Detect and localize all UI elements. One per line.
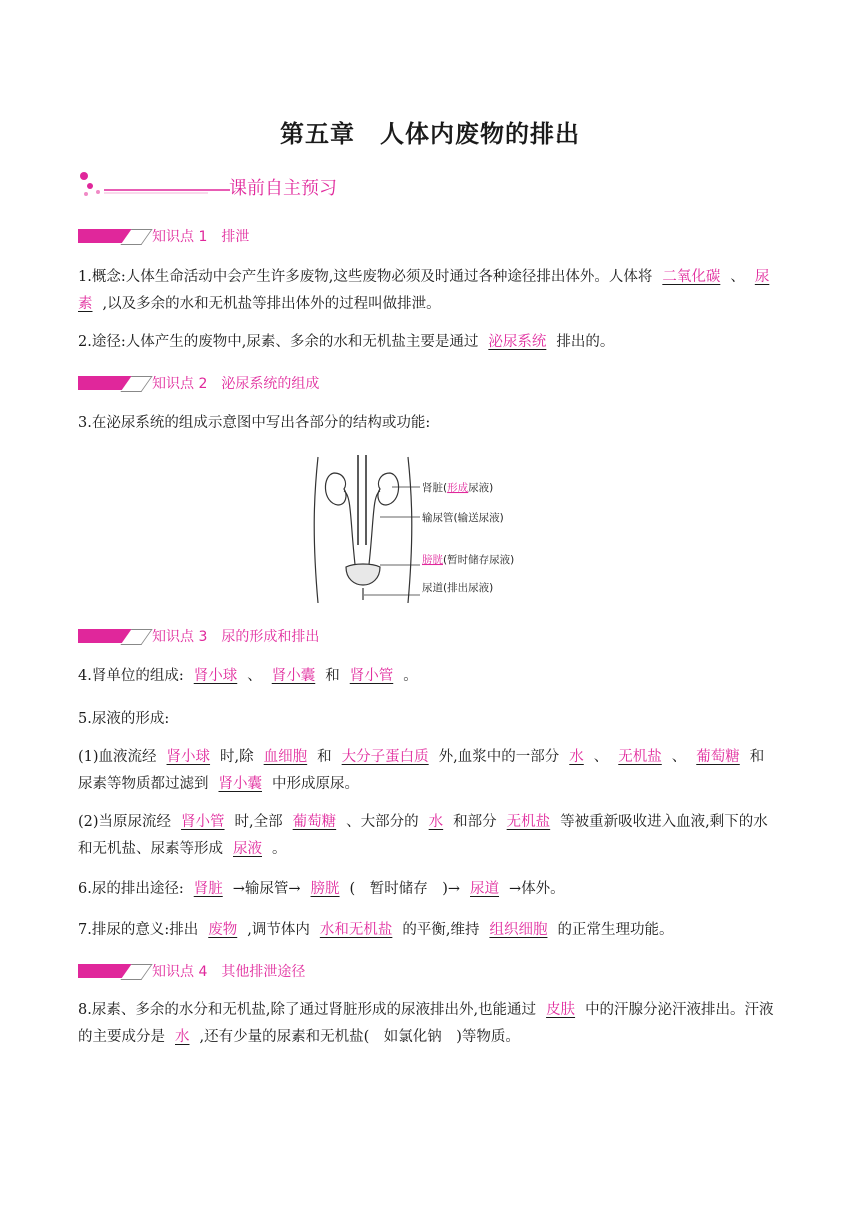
diagram-label-ureter: 输尿管(输送尿液)	[422, 512, 504, 524]
chapter-title: 第五章 人体内废物的排出	[280, 120, 580, 148]
question-6: 6.尿的排出途径: 肾脏 →输尿管→ 膀胱 ( 暂时储存 )→ 尿道 →体外。	[78, 881, 565, 897]
question-4: 4.肾单位的组成: 肾小球 、 肾小囊 和 肾小管 。	[78, 668, 418, 684]
section-header	[78, 170, 398, 206]
section-title: 课前自主预习	[229, 178, 337, 199]
question-3: 3.在泌尿系统的组成示意图中写出各部分的结构或功能:	[78, 415, 431, 431]
kp-title: 知识点 4 其他排泄途径	[152, 964, 306, 980]
diagram-label-bladder: 膀胱(暂时储存尿液)	[422, 554, 515, 566]
question-2: 2.途径:人体产生的废物中,尿素、多余的水和无机盐主要是通过 泌尿系统 排出的。	[78, 334, 615, 350]
diagram-label-urethra: 尿道(排出尿液)	[422, 582, 494, 594]
answer-blank: 二氧化碳	[662, 269, 721, 285]
kp-title: 知识点 3 尿的形成和排出	[152, 629, 320, 645]
question-5-2: (2)当原尿流经 肾小管 时,全部 葡萄糖 、大部分的 水 和部分 无机盐 等被重新吸收进入血液,剩下的水和无机盐、尿素等形成 尿液 。	[78, 814, 768, 857]
urinary-system-diagram	[300, 455, 560, 605]
section-decoration-icon	[78, 170, 238, 206]
question-8: 8.尿素、多余的水分和无机盐,除了通过肾脏形成的尿液排出外,也能通过 皮肤 中的汗腺分泌汗液排出。汗液的主要成分是 水 ,还有少量的尿素和无机盐( 如氯化钠 )等物质。	[78, 1002, 774, 1045]
answer-blank: 尿素	[78, 269, 770, 312]
kp-title: 知识点 2 泌尿系统的组成	[152, 376, 320, 392]
answer-blank: 泌尿系统	[488, 334, 547, 350]
question-1: 1.概念:人体生命活动中会产生许多废物,这些废物必须及时通过各种途径排出体外。人体将 二氧化碳 、 尿素 ,以及多余的水和无机盐等排出体外的过程叫做排泄。	[78, 269, 770, 312]
question-5: 5.尿液的形成:	[78, 711, 170, 727]
kp-title: 知识点 1 排泄	[152, 229, 250, 245]
question-5-1: (1)血液流经 肾小球 时,除 血细胞 和 大分子蛋白质 外,血浆中的一部分 水 、 无机盐 、 葡萄糖 和尿素等物质都过滤到 肾小囊 中形成原尿。	[78, 749, 765, 792]
question-7: 7.排尿的意义:排出 废物 ,调节体内 水和无机盐 的平衡,维持 组织细胞 的正常生理功能。	[78, 922, 674, 938]
diagram-label-kidney: 肾脏(形成尿液)	[422, 482, 494, 494]
